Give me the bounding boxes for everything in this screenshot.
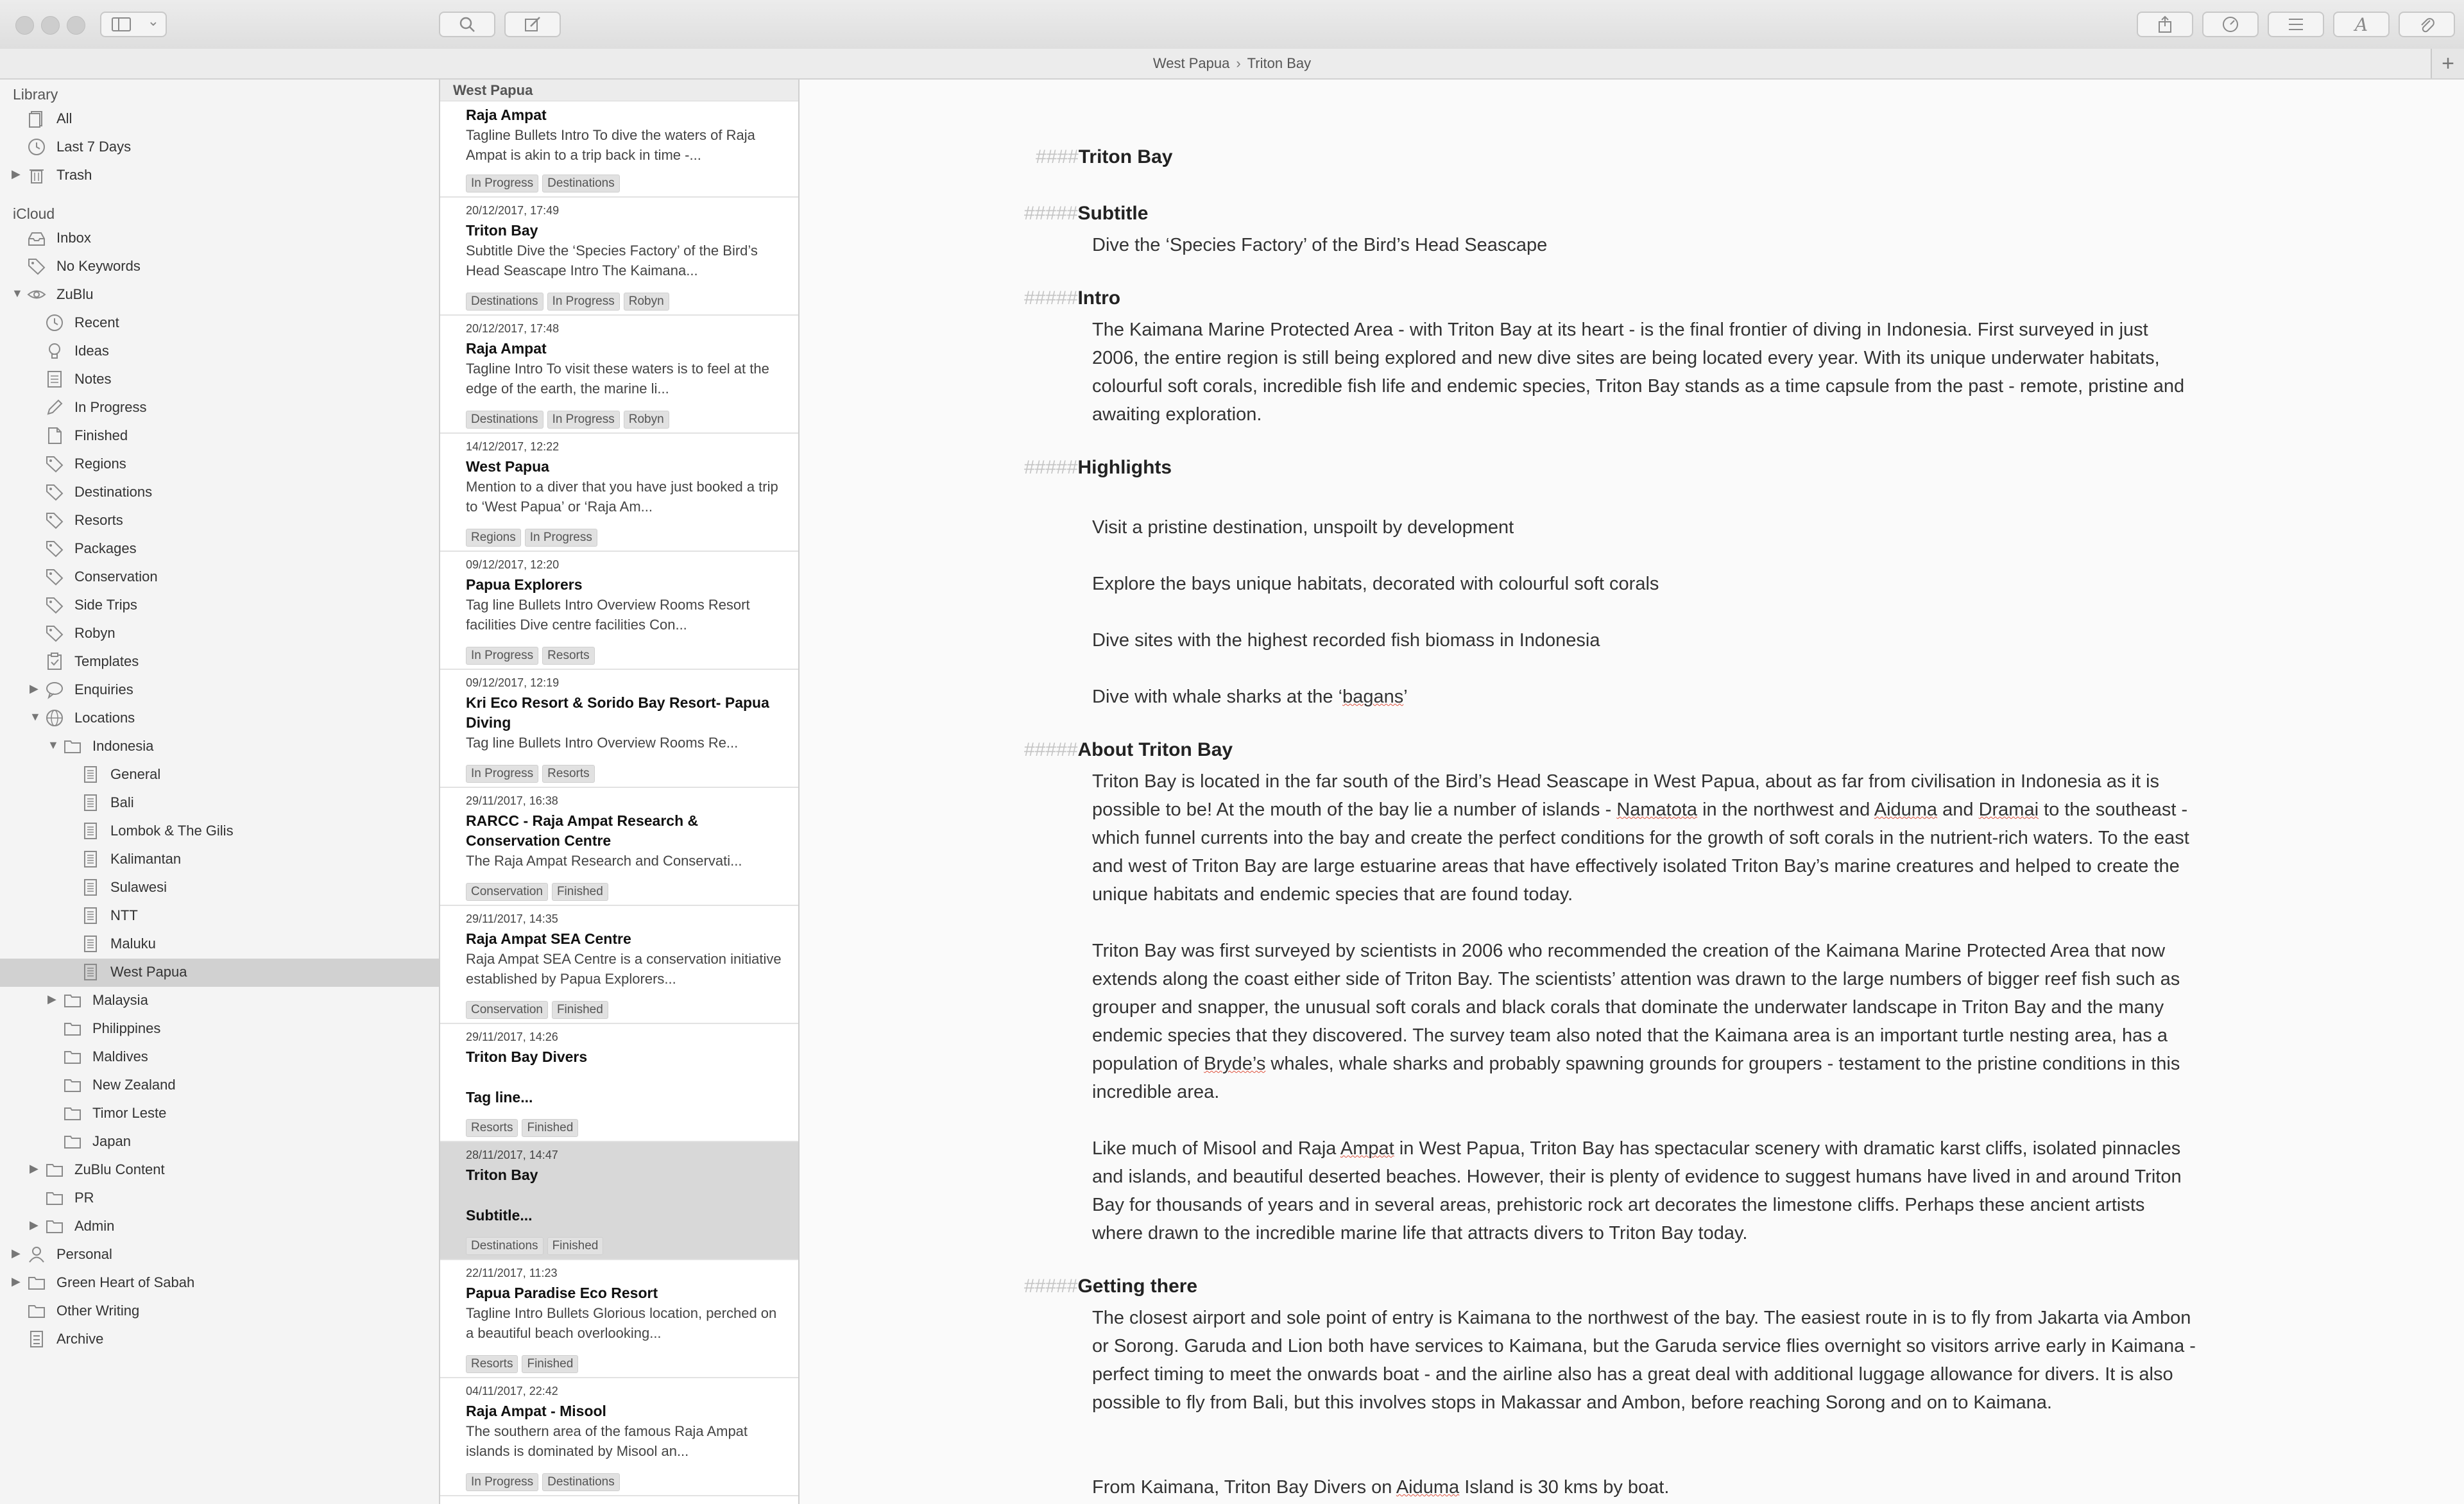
spelling-flag: Aiduma	[1396, 1477, 1460, 1498]
search-icon	[459, 16, 475, 33]
sidebar-icon	[112, 17, 131, 31]
keyword-tag[interactable]: Resorts	[542, 765, 594, 783]
page-icon	[81, 962, 100, 982]
minimize-window-button[interactable]	[41, 16, 60, 35]
sidebar-item-label: Robyn	[74, 625, 116, 641]
note-date: 28/11/2017, 14:47	[466, 1149, 558, 1161]
note-tags	[466, 175, 620, 192]
sidebar-item-label: Resorts	[74, 512, 123, 528]
sidebar-item-label: Inbox	[56, 230, 91, 246]
notes-icon	[45, 370, 64, 389]
sidebar-item-green-heart-of-sabah[interactable]	[0, 1269, 439, 1297]
heading-marker: #####	[1024, 1276, 1078, 1297]
sidebar-item-all[interactable]	[0, 105, 439, 133]
keyword-tag[interactable]: Resorts	[466, 1355, 518, 1373]
sidebar-toggle-button[interactable]	[100, 12, 167, 37]
keyword-tag[interactable]: Finished	[547, 1237, 604, 1255]
window-toolbar	[0, 0, 2464, 50]
heading-intro: #####Intro	[1024, 287, 1121, 309]
sidebar-item-bali[interactable]	[0, 789, 439, 817]
note-title: Raja Ampat	[466, 107, 547, 123]
sidebar-item-inbox[interactable]	[0, 225, 439, 253]
note-snippet: The Raja Ampat Research and Conservati...	[466, 853, 742, 869]
folder-icon	[63, 1075, 82, 1095]
note-title: Papua Explorers	[466, 576, 583, 593]
inbox-icon	[27, 228, 46, 248]
sidebar-item-packages[interactable]	[0, 535, 439, 563]
sidebar-item-label: Kalimantan	[110, 851, 182, 867]
sidebar-item-label: Japan	[92, 1133, 131, 1149]
note-title: Triton Bay	[466, 222, 538, 239]
lightbulb-icon	[45, 341, 64, 361]
folder-icon	[27, 1273, 46, 1292]
sidebar-item-maldives[interactable]	[0, 1043, 439, 1072]
disclosure-collapsed-icon[interactable]: ▶	[12, 167, 21, 180]
spelling-flag: Dramai	[1978, 799, 2039, 820]
tag-icon	[45, 624, 64, 643]
sidebar-item-kalimantan[interactable]	[0, 846, 439, 874]
note-list-item[interactable]	[440, 1142, 798, 1260]
keyword-tag[interactable]: Robyn	[624, 293, 669, 311]
tag-icon	[45, 511, 64, 530]
note-tags	[466, 1355, 578, 1373]
heading-marker: #####	[1024, 457, 1078, 478]
sidebar-item-label: Conservation	[74, 568, 158, 585]
page-icon	[81, 821, 100, 841]
sidebar-item-finished[interactable]	[0, 422, 439, 450]
sidebar-item-label: ZuBlu	[56, 286, 94, 302]
attach-button[interactable]	[2399, 12, 2455, 37]
note-list-item[interactable]	[440, 101, 798, 198]
sidebar-item-label: Side Trips	[74, 597, 137, 613]
dashboard-icon	[2221, 15, 2239, 33]
heading-title: ####Triton Bay	[1036, 146, 1173, 167]
folder-icon	[27, 1301, 46, 1320]
sidebar-item-west-papua[interactable]	[0, 959, 439, 987]
zoom-window-button[interactable]	[67, 16, 85, 35]
keyword-tag[interactable]: Resorts	[466, 1119, 518, 1137]
note-list-item[interactable]	[440, 434, 798, 552]
keyword-tag[interactable]: Conservation	[466, 1001, 548, 1019]
stats-button[interactable]	[2202, 12, 2259, 37]
sidebar-item-label: Last 7 Days	[56, 139, 132, 155]
note-snippet: Tagline Intro Bullets Glorious location, perched on a beautiful beach overlooking...	[466, 1305, 777, 1341]
note-tags	[466, 411, 669, 429]
sidebar-item-label: Recent	[74, 314, 119, 330]
folder-icon	[63, 1047, 82, 1066]
spelling-flag: bagans	[1342, 687, 1404, 707]
sidebar-item-label: Personal	[56, 1246, 112, 1262]
sidebar-item-label: Archive	[56, 1331, 104, 1347]
heading-marker: ####	[1036, 146, 1079, 167]
note-tags	[466, 529, 597, 547]
sidebar-item-sulawesi[interactable]	[0, 874, 439, 902]
tag-icon	[45, 454, 64, 474]
note-title: Raja Ampat SEA Centre	[466, 930, 631, 947]
sidebar-item-label: ZuBlu Content	[74, 1161, 165, 1177]
note-snippet: Tagline Bullets Intro To dive the waters of Raja Ampat is akin to a trip back in time -...	[466, 127, 755, 163]
sidebar-item-label: Regions	[74, 456, 126, 472]
document-icon	[45, 426, 64, 445]
tag-icon	[27, 257, 46, 276]
note-snippet: Tag line Bullets Intro Overview Rooms Resort facilities Dive centre facilities Con...	[466, 597, 750, 633]
keyword-tag[interactable]: In Progress	[466, 1473, 538, 1491]
folder-icon	[63, 1132, 82, 1151]
folder-icon	[45, 1160, 64, 1179]
breadcrumb-item[interactable]: West Papua	[1152, 55, 1230, 71]
heading-subtitle: #####Subtitle	[1024, 203, 1149, 224]
sidebar-item-ideas[interactable]	[0, 338, 439, 366]
sidebar-item-pr[interactable]	[0, 1184, 439, 1213]
share-icon	[2157, 15, 2173, 33]
keyword-tag[interactable]: Destinations	[466, 1237, 543, 1255]
sidebar-item-maluku[interactable]	[0, 930, 439, 959]
search-button[interactable]	[439, 12, 495, 37]
sidebar-item-zublu-content[interactable]	[0, 1156, 439, 1184]
note-list-item[interactable]	[440, 1260, 798, 1378]
about-paragraph-1: Triton Bay is located in the far south of the Bird’s Head Seascape in West Papua, about as far from civilisation in Indonesia as it is possible to be! At the mouth of the bay lie a number of islands - Namatota in the northwest and Aiduma and Dramai to the southeast - which funnel currents into the bay and create the perfect conditions for the growth of soft corals in the nutrient-rich waters. To the east and west of Triton Bay are large estuarine areas that have effectively isolated Triton Bay’s marine creatures and helped to create the unique habitats and endemic species that are found today.	[1092, 771, 2189, 905]
chat-bubble-icon	[45, 680, 64, 699]
sidebar-item-label: Lombok & The Gilis	[110, 823, 234, 839]
note-snippet: Tagline Intro To visit these waters is to feel at the edge of the earth, the marine li...	[466, 361, 769, 397]
note-list-item[interactable]	[440, 788, 798, 906]
sidebar-item-label: Locations	[74, 710, 135, 726]
library-section-label: Library	[13, 86, 58, 103]
note-list-item[interactable]	[440, 1024, 798, 1142]
heading-highlights: #####Highlights	[1024, 457, 1172, 478]
sidebar-item-archive[interactable]	[0, 1326, 439, 1354]
sidebar-item-label: Sulawesi	[110, 879, 167, 895]
sidebar-item-philippines[interactable]	[0, 1015, 439, 1043]
note-date: 29/11/2017, 14:26	[466, 1030, 558, 1043]
note-list-item[interactable]	[440, 906, 798, 1024]
note-tags	[466, 1001, 608, 1019]
note-title: Kri Eco Resort & Sorido Bay Resort- Papua Diving	[466, 694, 769, 731]
sidebar-item-ntt[interactable]	[0, 902, 439, 930]
sidebar-item-no-keywords[interactable]	[0, 253, 439, 281]
keyword-tag[interactable]: In Progress	[547, 293, 620, 311]
folder-icon	[63, 737, 82, 756]
note-list-item[interactable]	[440, 1378, 798, 1496]
sidebar-item-trash[interactable]	[0, 162, 439, 190]
breadcrumb	[0, 49, 2464, 80]
note-tags	[466, 293, 669, 311]
highlight-item: Dive sites with the highest recorded fish biomass in Indonesia	[1092, 630, 1600, 651]
spelling-flag: Bryde’s	[1204, 1054, 1266, 1074]
note-list-header: West Papua	[440, 80, 798, 101]
icloud-section-label: iCloud	[13, 205, 55, 222]
getting-there-paragraph-1: The closest airport and sole point of entry is Kaimana to the northwest of the bay. The easiest route in is to fly from Jakarta via Ambon or Sorong. Garuda and Lion both have services to Kaimana, but the Garuda service flies overnight so visitors arrive early in Kaimana - perfect timing to meet the onwards boat - and the airline also has a great deal with additional luggage allowance for divers. It is also possible to fly from Bali, but this involves stops in Makassar and Ambon, before reaching Sorong and on to Kaimana.	[1092, 1308, 2196, 1413]
note-snippet: Tag line Bullets Intro Overview Rooms Re...	[466, 735, 739, 751]
keyword-tag[interactable]: Destinations	[466, 293, 543, 311]
keyword-tag[interactable]: Finished	[552, 1001, 608, 1019]
keyword-tag[interactable]: Conservation	[466, 883, 548, 901]
sidebar-item-label: Notes	[74, 371, 112, 387]
disclosure-collapsed-icon[interactable]: ▶	[47, 993, 56, 1005]
sidebar-item-label: Admin	[74, 1218, 115, 1234]
disclosure-collapsed-icon[interactable]: ▶	[30, 1218, 38, 1231]
sidebar-item-zublu[interactable]	[0, 281, 439, 309]
disclosure-collapsed-icon[interactable]: ▶	[12, 1275, 21, 1288]
sidebar-item-label: In Progress	[74, 399, 147, 415]
sidebar-item-label: Maldives	[92, 1048, 148, 1064]
sidebar-item-label: Trash	[56, 167, 92, 183]
sidebar-item-resorts[interactable]	[0, 507, 439, 535]
sidebar-item-malaysia[interactable]	[0, 987, 439, 1015]
sidebar-item-enquiries[interactable]	[0, 676, 439, 705]
sidebar-item-recent[interactable]	[0, 309, 439, 338]
keyword-tag[interactable]: In Progress	[466, 765, 538, 783]
sidebar-item-label: Green Heart of Sabah	[56, 1274, 195, 1290]
note-snippet: Mention to a diver that you have just booked a trip to ‘West Papua’ or ‘Raja Am...	[466, 479, 778, 515]
page-icon	[81, 793, 100, 812]
highlight-item	[1092, 683, 2196, 711]
folder-icon	[63, 1104, 82, 1123]
compose-icon	[524, 16, 541, 33]
note-tags	[466, 1119, 578, 1137]
folder-icon	[63, 991, 82, 1010]
clipboard-icon	[45, 652, 64, 671]
breadcrumb-item[interactable]: Triton Bay	[1247, 55, 1312, 71]
sidebar-item-label: Destinations	[74, 484, 153, 500]
sidebar-item-destinations[interactable]	[0, 479, 439, 507]
disclosure-expanded-icon[interactable]: ▼	[47, 739, 59, 751]
keyword-tag[interactable]: Destinations	[542, 175, 620, 192]
tag-icon	[45, 595, 64, 615]
tag-icon	[45, 539, 64, 558]
keyword-tag[interactable]: Robyn	[624, 411, 669, 429]
sidebar-item-label: Bali	[110, 794, 134, 810]
note-list-item[interactable]	[440, 198, 798, 316]
sidebar-item-templates[interactable]	[0, 648, 439, 676]
getting-there-paragraph-2: From Kaimana, Triton Bay Divers on Aiduma Island is 30 kms by boat.	[1092, 1477, 1670, 1498]
heading-marker: #####	[1024, 287, 1078, 309]
note-list-item[interactable]	[440, 552, 798, 670]
note-date: 14/12/2017, 12:22	[466, 440, 560, 453]
note-list	[440, 80, 800, 1504]
note-list-item[interactable]	[440, 316, 798, 434]
outline-button[interactable]	[2268, 12, 2324, 37]
new-note-button[interactable]	[504, 12, 561, 37]
sidebar-item-label: General	[110, 766, 161, 782]
sidebar-item-label: All	[56, 110, 73, 126]
note-title: Raja Ampat	[466, 340, 547, 357]
note-date: 20/12/2017, 17:49	[466, 204, 560, 217]
keyword-tag[interactable]: Finished	[522, 1119, 578, 1137]
note-title: Papua Paradise Eco Resort	[466, 1285, 658, 1301]
page-icon	[81, 906, 100, 925]
sidebar-item-indonesia[interactable]	[0, 733, 439, 761]
about-paragraph-2: Triton Bay was first surveyed by scientists in 2006 who recommended the creation of the Kaimana Marine Protected Area that now extends along the coast either side of Triton Bay. The scientists’ attention was drawn to the large numbers of bigger reef fish such as grouper and snapper, the unusual soft corals and black corals that dominate the underwater landscape in Triton Bay and the many endemic species that they discovered. The survey team also noted that the Kaimana area is an important turtle nesting area, has a population of Bryde’s whales, whale sharks and probably spawning grounds for groupers - testament to the pristine conditions in this incredible area.	[1092, 941, 2180, 1102]
note-date: 20/12/2017, 17:48	[466, 322, 560, 335]
sidebar	[0, 80, 440, 1504]
person-icon	[27, 1245, 46, 1264]
note-title: Raja Ampat - Misool	[466, 1403, 606, 1419]
disclosure-collapsed-icon[interactable]: ▶	[30, 682, 38, 695]
sidebar-item-in-progress[interactable]	[0, 394, 439, 422]
note-snippet: Raja Ampat SEA Centre is a conservation initiative established by Papua Explorers...	[466, 951, 782, 987]
chevron-down-icon: ⌄	[147, 13, 159, 29]
note-date: 22/11/2017, 11:23	[466, 1267, 558, 1279]
subtitle-text: Dive the ‘Species Factory’ of the Bird’s Head Seascape	[1092, 235, 1548, 255]
intro-text: The Kaimana Marine Protected Area - with Triton Bay at its heart - is the final frontier of diving in Indonesia. First surveyed in just 2006, the entire region is still being explored and new dive sites are being located every year. With its unique underwater habitats, colourful soft corals, incredible fish life and endemic species, Triton Bay stands as a time capsule from the past - remote, pristine and awaiting exploration.	[1092, 320, 2185, 425]
sidebar-item-label: New Zealand	[92, 1077, 176, 1093]
note-snippet: Subtitle...	[466, 1207, 533, 1224]
sidebar-item-label: No Keywords	[56, 258, 141, 274]
globe-icon	[45, 708, 64, 728]
page-icon	[81, 765, 100, 784]
note-tags	[466, 647, 595, 665]
close-window-button[interactable]	[15, 16, 34, 35]
keyword-tag[interactable]: In Progress	[466, 175, 538, 192]
keyword-tag[interactable]: Resorts	[542, 647, 594, 665]
sidebar-item-admin[interactable]	[0, 1213, 439, 1241]
sidebar-item-japan[interactable]	[0, 1128, 439, 1156]
highlight-item: Visit a pristine destination, unspoilt by development	[1092, 517, 1514, 538]
note-tags	[466, 765, 595, 783]
sidebar-item-regions[interactable]	[0, 450, 439, 479]
sidebar-item-general[interactable]	[0, 761, 439, 789]
sidebar-item-locations[interactable]	[0, 705, 439, 733]
note-date: 29/11/2017, 16:38	[466, 794, 558, 807]
sidebar-item-label: Maluku	[110, 936, 156, 952]
note-title: Triton Bay Divers	[466, 1048, 588, 1065]
folder-icon	[45, 1188, 64, 1208]
trash-icon	[27, 166, 46, 185]
note-snippet: Subtitle Dive the ‘Species Factory’ of the Bird’s Head Seascape Intro The Kaimana...	[466, 243, 758, 278]
sidebar-item-label: Indonesia	[92, 738, 154, 754]
keyword-tag[interactable]: In Progress	[525, 529, 597, 547]
sidebar-item-label: PR	[74, 1190, 94, 1206]
clock-icon	[27, 137, 46, 157]
font-icon: A	[2354, 13, 2368, 35]
heading-getting-there: #####Getting there	[1024, 1276, 1198, 1297]
smart-group-icon	[27, 285, 46, 304]
keyword-tag[interactable]: Regions	[466, 529, 521, 547]
sidebar-item-label: Malaysia	[92, 992, 148, 1008]
paperclip-icon	[2418, 15, 2435, 33]
sidebar-item-side-trips[interactable]	[0, 592, 439, 620]
sidebar-item-label: Ideas	[74, 343, 109, 359]
sidebar-item-label: Other Writing	[56, 1303, 140, 1319]
sidebar-item-label: Templates	[74, 653, 139, 669]
format-button[interactable]	[2333, 12, 2390, 37]
highlight-item: Explore the bays unique habitats, decorated with colourful soft corals	[1092, 574, 1659, 594]
tag-icon	[45, 483, 64, 502]
note-tags	[466, 883, 608, 901]
sidebar-item-new-zealand[interactable]	[0, 1072, 439, 1100]
editor[interactable]	[800, 80, 2464, 1504]
page-icon	[81, 850, 100, 869]
note-title: RARCC - Raja Ampat Research & Conservation Centre	[466, 812, 699, 849]
archive-icon	[27, 1329, 46, 1349]
note-tags	[466, 1473, 620, 1491]
sidebar-item-label: Philippines	[92, 1020, 161, 1036]
pencil-icon	[45, 398, 64, 417]
heading-marker: #####	[1024, 203, 1078, 224]
share-button[interactable]	[2137, 12, 2193, 37]
about-paragraph-3: Like much of Misool and Raja Ampat in West Papua, Triton Bay has spectacular scenery with dramatic karst cliffs, isolated pinnacles and islands, and beautiful deserted beaches. However, their is plenty of evidence to suggest humans have lived in and around Triton Bay for thousands of years and in several areas, prehistoric rock art decorates the limestone cliffs. Perhaps these ancient artists where drawn to the incredible marine life that attracts divers to Triton Bay today.	[1092, 1138, 2182, 1243]
page-icon	[81, 934, 100, 953]
keyword-tag[interactable]: Destinations	[542, 1473, 620, 1491]
sidebar-item-personal[interactable]	[0, 1241, 439, 1269]
note-title: Triton Bay	[466, 1166, 538, 1183]
note-list-item[interactable]	[440, 670, 798, 788]
page-icon	[81, 878, 100, 897]
all-notes-icon	[27, 109, 46, 128]
sidebar-item-label: Timor Leste	[92, 1105, 167, 1121]
sidebar-item-robyn[interactable]	[0, 620, 439, 648]
heading-marker: #####	[1024, 739, 1078, 760]
sidebar-item-label: West Papua	[110, 964, 187, 980]
keyword-tag[interactable]: Destinations	[466, 411, 543, 429]
sidebar-item-label: Packages	[74, 540, 137, 556]
heading-about: #####About Triton Bay	[1024, 739, 1233, 760]
keyword-tag[interactable]: Finished	[522, 1355, 578, 1373]
list-icon	[2288, 17, 2304, 31]
sidebar-item-notes[interactable]	[0, 366, 439, 394]
sidebar-item-timor-leste[interactable]	[0, 1100, 439, 1128]
clock-icon	[45, 313, 64, 332]
keyword-tag[interactable]: In Progress	[547, 411, 620, 429]
spelling-flag: Namatota	[1616, 799, 1698, 820]
sidebar-item-lombok-the-gilis[interactable]	[0, 817, 439, 846]
disclosure-collapsed-icon[interactable]: ▶	[30, 1162, 38, 1175]
tag-icon	[45, 567, 64, 586]
sidebar-item-last-7-days[interactable]	[0, 133, 439, 162]
sidebar-item-label: NTT	[110, 907, 138, 923]
note-date: 09/12/2017, 12:20	[466, 558, 560, 571]
folder-icon	[63, 1019, 82, 1038]
spelling-flag: Ampat	[1340, 1138, 1394, 1159]
note-date: 09/12/2017, 12:19	[466, 676, 560, 689]
breadcrumb-separator: ›	[1236, 55, 1241, 71]
disclosure-collapsed-icon[interactable]: ▶	[12, 1247, 21, 1260]
add-editor-button[interactable]: +	[2431, 49, 2464, 78]
note-snippet: The southern area of the famous Raja Ampat islands is dominated by Misool an...	[466, 1423, 748, 1459]
note-date: 04/11/2017, 22:42	[466, 1385, 558, 1397]
spelling-flag: Aiduma	[1874, 799, 1938, 820]
folder-icon	[45, 1217, 64, 1236]
disclosure-expanded-icon[interactable]: ▼	[12, 287, 23, 300]
sidebar-item-label: Finished	[74, 427, 128, 443]
keyword-tag[interactable]: In Progress	[466, 647, 538, 665]
note-date: 29/11/2017, 14:35	[466, 912, 558, 925]
sidebar-item-other-writing[interactable]	[0, 1297, 439, 1326]
keyword-tag[interactable]: Finished	[552, 883, 608, 901]
sidebar-item-conservation[interactable]	[0, 563, 439, 592]
note-snippet: Tag line...	[466, 1089, 533, 1106]
note-tags	[466, 1237, 603, 1255]
sidebar-item-label: Enquiries	[74, 681, 133, 697]
highlight-text: Dive with whale sharks at the ‘bagans’	[1092, 687, 1408, 707]
disclosure-expanded-icon[interactable]: ▼	[30, 710, 41, 723]
note-title: West Papua	[466, 458, 549, 475]
